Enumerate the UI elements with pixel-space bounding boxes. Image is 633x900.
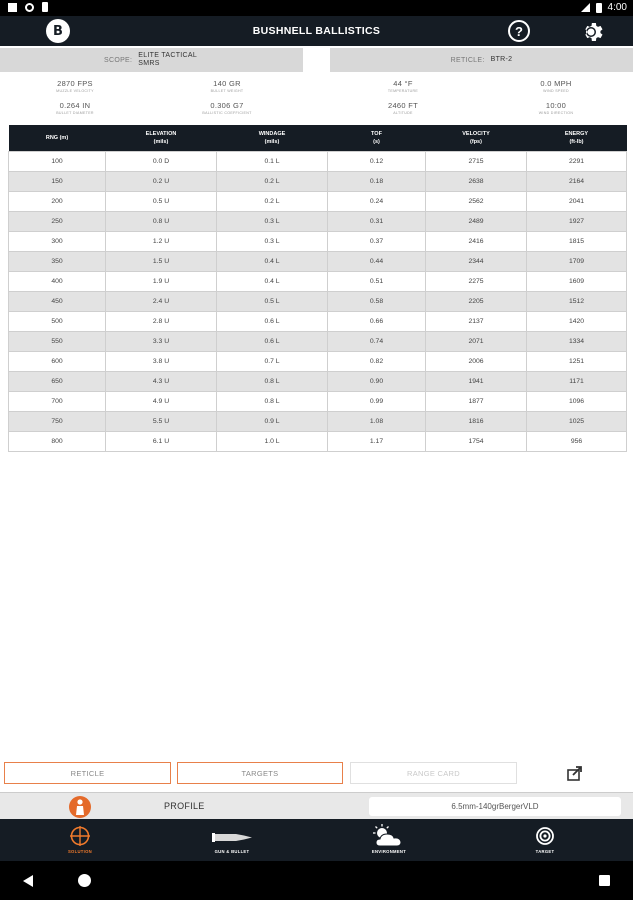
table-row [9, 371, 627, 391]
table-cell-range: 750 [9, 411, 106, 431]
table-cell-range: 350 [9, 251, 106, 271]
system-nav-bar [0, 861, 633, 900]
table-row [9, 411, 627, 431]
table-cell-windage: 0.3 L [217, 211, 328, 231]
wind-speed-label: WIND SPEED [543, 89, 569, 93]
table-cell-energy: 2164 [527, 171, 627, 191]
bullet-diameter [15, 101, 135, 115]
table-row [9, 291, 627, 311]
table-row [9, 231, 627, 251]
table-row [9, 351, 627, 371]
profile-label: PROFILE [164, 801, 205, 811]
target-icon [535, 826, 555, 846]
bullet-weight-value: 140 GR [213, 79, 241, 88]
table-cell-range: 100 [9, 151, 106, 171]
column-header-title: RNG (m) [45, 134, 69, 141]
status-time: 4:00 [607, 2, 627, 13]
table-cell-velocity: 1941 [426, 371, 527, 391]
column-header-unit: (mils) [153, 138, 169, 145]
nav-gun-bullet[interactable] [172, 819, 292, 861]
table-cell-velocity: 2489 [426, 211, 527, 231]
nav-gun-bullet-label: GUN & BULLET [214, 849, 250, 854]
table-cell-windage: 0.8 L [217, 371, 328, 391]
bottom-nav [0, 819, 633, 861]
table-cell-tof: 1.08 [328, 411, 426, 431]
table-cell-elevation: 0.2 U [106, 171, 217, 191]
table-cell-windage: 0.7 L [217, 351, 328, 371]
table-cell-elevation: 2.4 U [106, 291, 217, 311]
table-row [9, 431, 627, 451]
bullet-icon [210, 828, 254, 846]
table-cell-tof: 0.31 [328, 211, 426, 231]
scope-value-line2: SMRS [138, 60, 160, 67]
column-header-title: TOF [371, 130, 382, 137]
back-icon[interactable] [23, 875, 33, 887]
table-cell-tof: 0.51 [328, 271, 426, 291]
ballistic-coefficient [167, 101, 287, 115]
targets-button[interactable]: TARGETS [177, 762, 343, 784]
wind-speed-value: 0.0 MPH [540, 79, 572, 88]
table-cell-windage: 0.2 L [217, 171, 328, 191]
table-cell-elevation: 0.8 U [106, 211, 217, 231]
table-cell-energy: 1096 [527, 391, 627, 411]
recent-apps-icon[interactable] [599, 875, 610, 886]
table-cell-energy: 1815 [527, 231, 627, 251]
table-cell-energy: 2291 [527, 151, 627, 171]
table-cell-range: 450 [9, 291, 106, 311]
wind-direction-value: 10:00 [545, 101, 567, 110]
table-cell-elevation: 2.8 U [106, 311, 217, 331]
nav-solution[interactable] [20, 819, 140, 861]
temperature [343, 79, 463, 93]
table-cell-energy: 1251 [527, 351, 627, 371]
table-cell-windage: 0.4 L [217, 271, 328, 291]
scope-value-line1: ELITE TACTICAL [138, 52, 198, 59]
table-cell-velocity: 2137 [426, 311, 527, 331]
table-cell-velocity: 1816 [426, 411, 527, 431]
column-header-unit: (mils) [264, 138, 280, 145]
table-cell-range: 550 [9, 331, 106, 351]
table-header-row [9, 125, 627, 151]
range-card-button[interactable]: RANGE CARD [350, 762, 517, 784]
table-cell-range: 250 [9, 211, 106, 231]
table-row [9, 311, 627, 331]
table-cell-elevation: 0.5 U [106, 191, 217, 211]
table-cell-windage: 0.6 L [217, 331, 328, 351]
table-cell-windage: 0.5 L [217, 291, 328, 311]
column-header-range [9, 125, 106, 151]
reticle-label: RETICLE: [450, 56, 485, 64]
table-cell-elevation: 3.3 U [106, 331, 217, 351]
app-title: BUSHNELL BALLISTICS [252, 25, 381, 37]
table-cell-windage: 0.3 L [217, 231, 328, 251]
table-cell-velocity: 2205 [426, 291, 527, 311]
table-cell-velocity: 2006 [426, 351, 527, 371]
table-row [9, 151, 627, 171]
bushnell-logo-icon[interactable] [46, 19, 70, 43]
battery-icon [596, 3, 602, 13]
share-icon[interactable] [567, 765, 583, 781]
nav-environment[interactable] [329, 819, 449, 861]
table-cell-velocity: 2715 [426, 151, 527, 171]
column-header-title: VELOCITY [462, 130, 490, 137]
column-header-energy [527, 125, 627, 151]
ballistic-coefficient-value: 0.306 G7 [210, 101, 244, 110]
table-cell-range: 400 [9, 271, 106, 291]
table-cell-elevation: 3.8 U [106, 351, 217, 371]
table-cell-velocity: 1877 [426, 391, 527, 411]
scope-label: SCOPE: [104, 56, 133, 64]
table-cell-tof: 0.12 [328, 151, 426, 171]
table-body [9, 151, 627, 451]
column-header-velocity [426, 125, 527, 151]
home-icon[interactable] [78, 874, 91, 887]
table-cell-energy: 1609 [527, 271, 627, 291]
table-cell-windage: 0.6 L [217, 311, 328, 331]
nav-target-label: TARGET [535, 849, 555, 854]
ballistic-coefficient-label: BALLISTIC COEFFICIENT [202, 111, 252, 115]
column-header-windage [217, 125, 328, 151]
table-cell-energy: 1025 [527, 411, 627, 431]
table-cell-velocity: 2562 [426, 191, 527, 211]
ballistic-table [8, 125, 627, 452]
column-header-unit: (ft-lb) [569, 138, 584, 145]
table-cell-velocity: 2638 [426, 171, 527, 191]
gear-icon[interactable] [581, 20, 605, 44]
table-cell-tof: 0.18 [328, 171, 426, 191]
table-cell-energy: 1420 [527, 311, 627, 331]
table-cell-tof: 0.24 [328, 191, 426, 211]
table-cell-velocity: 1754 [426, 431, 527, 451]
table-cell-range: 600 [9, 351, 106, 371]
notification-icon [8, 3, 17, 12]
table-cell-energy: 1709 [527, 251, 627, 271]
table-cell-range: 800 [9, 431, 106, 451]
table-cell-tof: 0.44 [328, 251, 426, 271]
table-cell-elevation: 0.0 D [106, 151, 217, 171]
table-cell-velocity: 2344 [426, 251, 527, 271]
bullet-diameter-label: BULLET DIAMETER [56, 111, 94, 115]
reticle-button[interactable]: RETICLE [4, 762, 171, 784]
table-row [9, 191, 627, 211]
table-cell-velocity: 2071 [426, 331, 527, 351]
table-cell-energy: 1171 [527, 371, 627, 391]
cloud-sun-icon [372, 824, 406, 848]
table-cell-range: 200 [9, 191, 106, 211]
profile-bar [0, 792, 633, 819]
table-cell-elevation: 4.9 U [106, 391, 217, 411]
table-cell-elevation: 6.1 U [106, 431, 217, 451]
temperature-label: TEMPERATURE [387, 89, 419, 93]
table-row [9, 251, 627, 271]
sync-icon [25, 3, 34, 12]
wind-direction-label: WIND DIRECTION [538, 111, 574, 115]
ballistic-summary [0, 76, 633, 121]
column-header-elevation [106, 125, 217, 151]
nav-environment-label: ENVIRONMENT [371, 849, 407, 854]
table-cell-elevation: 1.9 U [106, 271, 217, 291]
column-header-title: ENERGY [564, 130, 589, 137]
table-cell-tof: 0.99 [328, 391, 426, 411]
column-header-unit: (fps) [470, 138, 482, 145]
table-cell-elevation: 5.5 U [106, 411, 217, 431]
altitude-label: ALTITUDE [393, 111, 413, 115]
column-header-title: WINDAGE [258, 130, 286, 137]
table-cell-energy: 1334 [527, 331, 627, 351]
sd-card-icon [42, 2, 48, 12]
table-cell-range: 650 [9, 371, 106, 391]
shooter-icon [69, 796, 91, 818]
help-label: ? [515, 23, 523, 39]
table-row [9, 271, 627, 291]
altitude-value: 2460 FT [387, 101, 419, 110]
app-header [0, 16, 633, 46]
table-row [9, 211, 627, 231]
table-cell-tof: 0.66 [328, 311, 426, 331]
table-cell-windage: 0.8 L [217, 391, 328, 411]
altitude [343, 101, 463, 115]
muzzle-velocity-value: 2870 FPS [57, 79, 93, 88]
nav-target[interactable] [485, 819, 605, 861]
table-cell-tof: 0.90 [328, 371, 426, 391]
table-cell-energy: 1927 [527, 211, 627, 231]
logo-letter: B [53, 23, 63, 39]
table-cell-tof: 0.37 [328, 231, 426, 251]
column-header-unit: (s) [373, 138, 380, 145]
table-row [9, 331, 627, 351]
table-cell-tof: 0.82 [328, 351, 426, 371]
table-cell-velocity: 2416 [426, 231, 527, 251]
signal-icon [581, 3, 590, 12]
scope-selector[interactable] [0, 48, 303, 72]
table-cell-windage: 0.4 L [217, 251, 328, 271]
scope-value [138, 52, 197, 68]
table-cell-energy: 2041 [527, 191, 627, 211]
wind-direction [496, 101, 616, 115]
table-cell-energy: 1512 [527, 291, 627, 311]
reticle-value: BTR-2 [490, 56, 513, 63]
muzzle-velocity [15, 79, 135, 93]
help-icon[interactable] [508, 20, 530, 42]
column-header-title: ELEVATION [145, 130, 177, 137]
table-row [9, 391, 627, 411]
temperature-value: 44 °F [393, 79, 413, 88]
table-cell-windage: 0.9 L [217, 411, 328, 431]
table-cell-range: 700 [9, 391, 106, 411]
table-cell-windage: 1.0 L [217, 431, 328, 451]
table-cell-energy: 956 [527, 431, 627, 451]
status-bar [0, 0, 633, 16]
table-cell-tof: 0.74 [328, 331, 426, 351]
table-cell-tof: 0.58 [328, 291, 426, 311]
profile-selector[interactable]: 6.5mm-140grBergerVLD [369, 797, 621, 816]
table-cell-range: 300 [9, 231, 106, 251]
table-cell-elevation: 4.3 U [106, 371, 217, 391]
table-cell-range: 150 [9, 171, 106, 191]
table-cell-windage: 0.1 L [217, 151, 328, 171]
table-cell-elevation: 1.2 U [106, 231, 217, 251]
table-cell-elevation: 1.5 U [106, 251, 217, 271]
nav-solution-label: SOLUTION [67, 849, 93, 854]
muzzle-velocity-label: MUZZLE VELOCITY [56, 89, 94, 93]
bullet-diameter-value: 0.264 IN [59, 101, 91, 110]
bullet-weight-label: BULLET WEIGHT [210, 89, 244, 93]
table-row [9, 171, 627, 191]
crosshair-icon [69, 825, 91, 847]
bullet-weight [167, 79, 287, 93]
table-cell-tof: 1.17 [328, 431, 426, 451]
table-cell-range: 500 [9, 311, 106, 331]
table-cell-windage: 0.2 L [217, 191, 328, 211]
column-header-tof [328, 125, 426, 151]
reticle-selector[interactable] [330, 48, 633, 72]
table-cell-velocity: 2275 [426, 271, 527, 291]
wind-speed [496, 79, 616, 93]
